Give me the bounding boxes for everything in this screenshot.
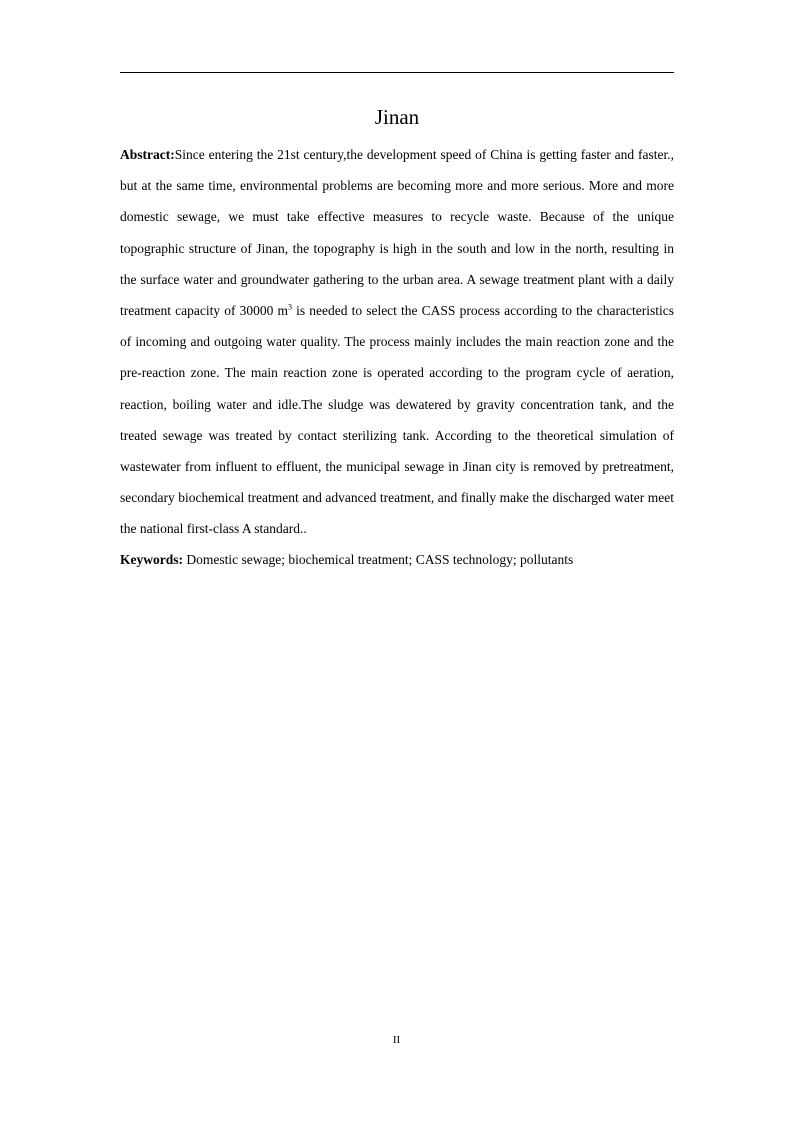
keywords-label: Keywords: — [120, 552, 183, 567]
page-title: Jinan — [374, 105, 420, 129]
abstract-superscript: 3 — [287, 302, 292, 312]
abstract-paragraph — [120, 139, 674, 545]
header-rule — [120, 72, 674, 73]
abstract-label: Abstract: — [120, 147, 175, 162]
page-number: II — [392, 1034, 401, 1046]
abstract-text-part2: is needed to select the CASS process according to the characteristics of incoming and outgoing water quality. The process mainly includes the main reaction zone and the pre-reaction zone. The main reaction zone is operated according to the program cycle of aeration, reaction, boiling water and idle.The sludge was dewatered by gravity concentration tank, and the treated sewage was treated by contact sterilizing tank. According to the theoretical simulation of wastewater from influent to effluent, the municipal sewage in Jinan city is removed by pretreatment, secondary biochemical treatment and advanced treatment, and finally make the discharged water meet the national first-class A standard.. — [120, 303, 674, 537]
keywords-paragraph — [120, 545, 674, 575]
keywords-text: Domestic sewage; biochemical treatment; CASS technology; pollutants — [183, 552, 574, 567]
abstract-text-part1: Since entering the 21st century,the development speed of China is getting faster and faster., but at the same time, environmental problems are becoming more and more serious. More and more domestic sewage, we must take effective measures to recycle waste. Because of the unique topographic structure of Jinan, the topography is high in the south and low in the north, resulting in the surface water and groundwater gathering to the urban area. A sewage treatment plant with a daily treatment capacity of 30000 m — [120, 147, 674, 319]
